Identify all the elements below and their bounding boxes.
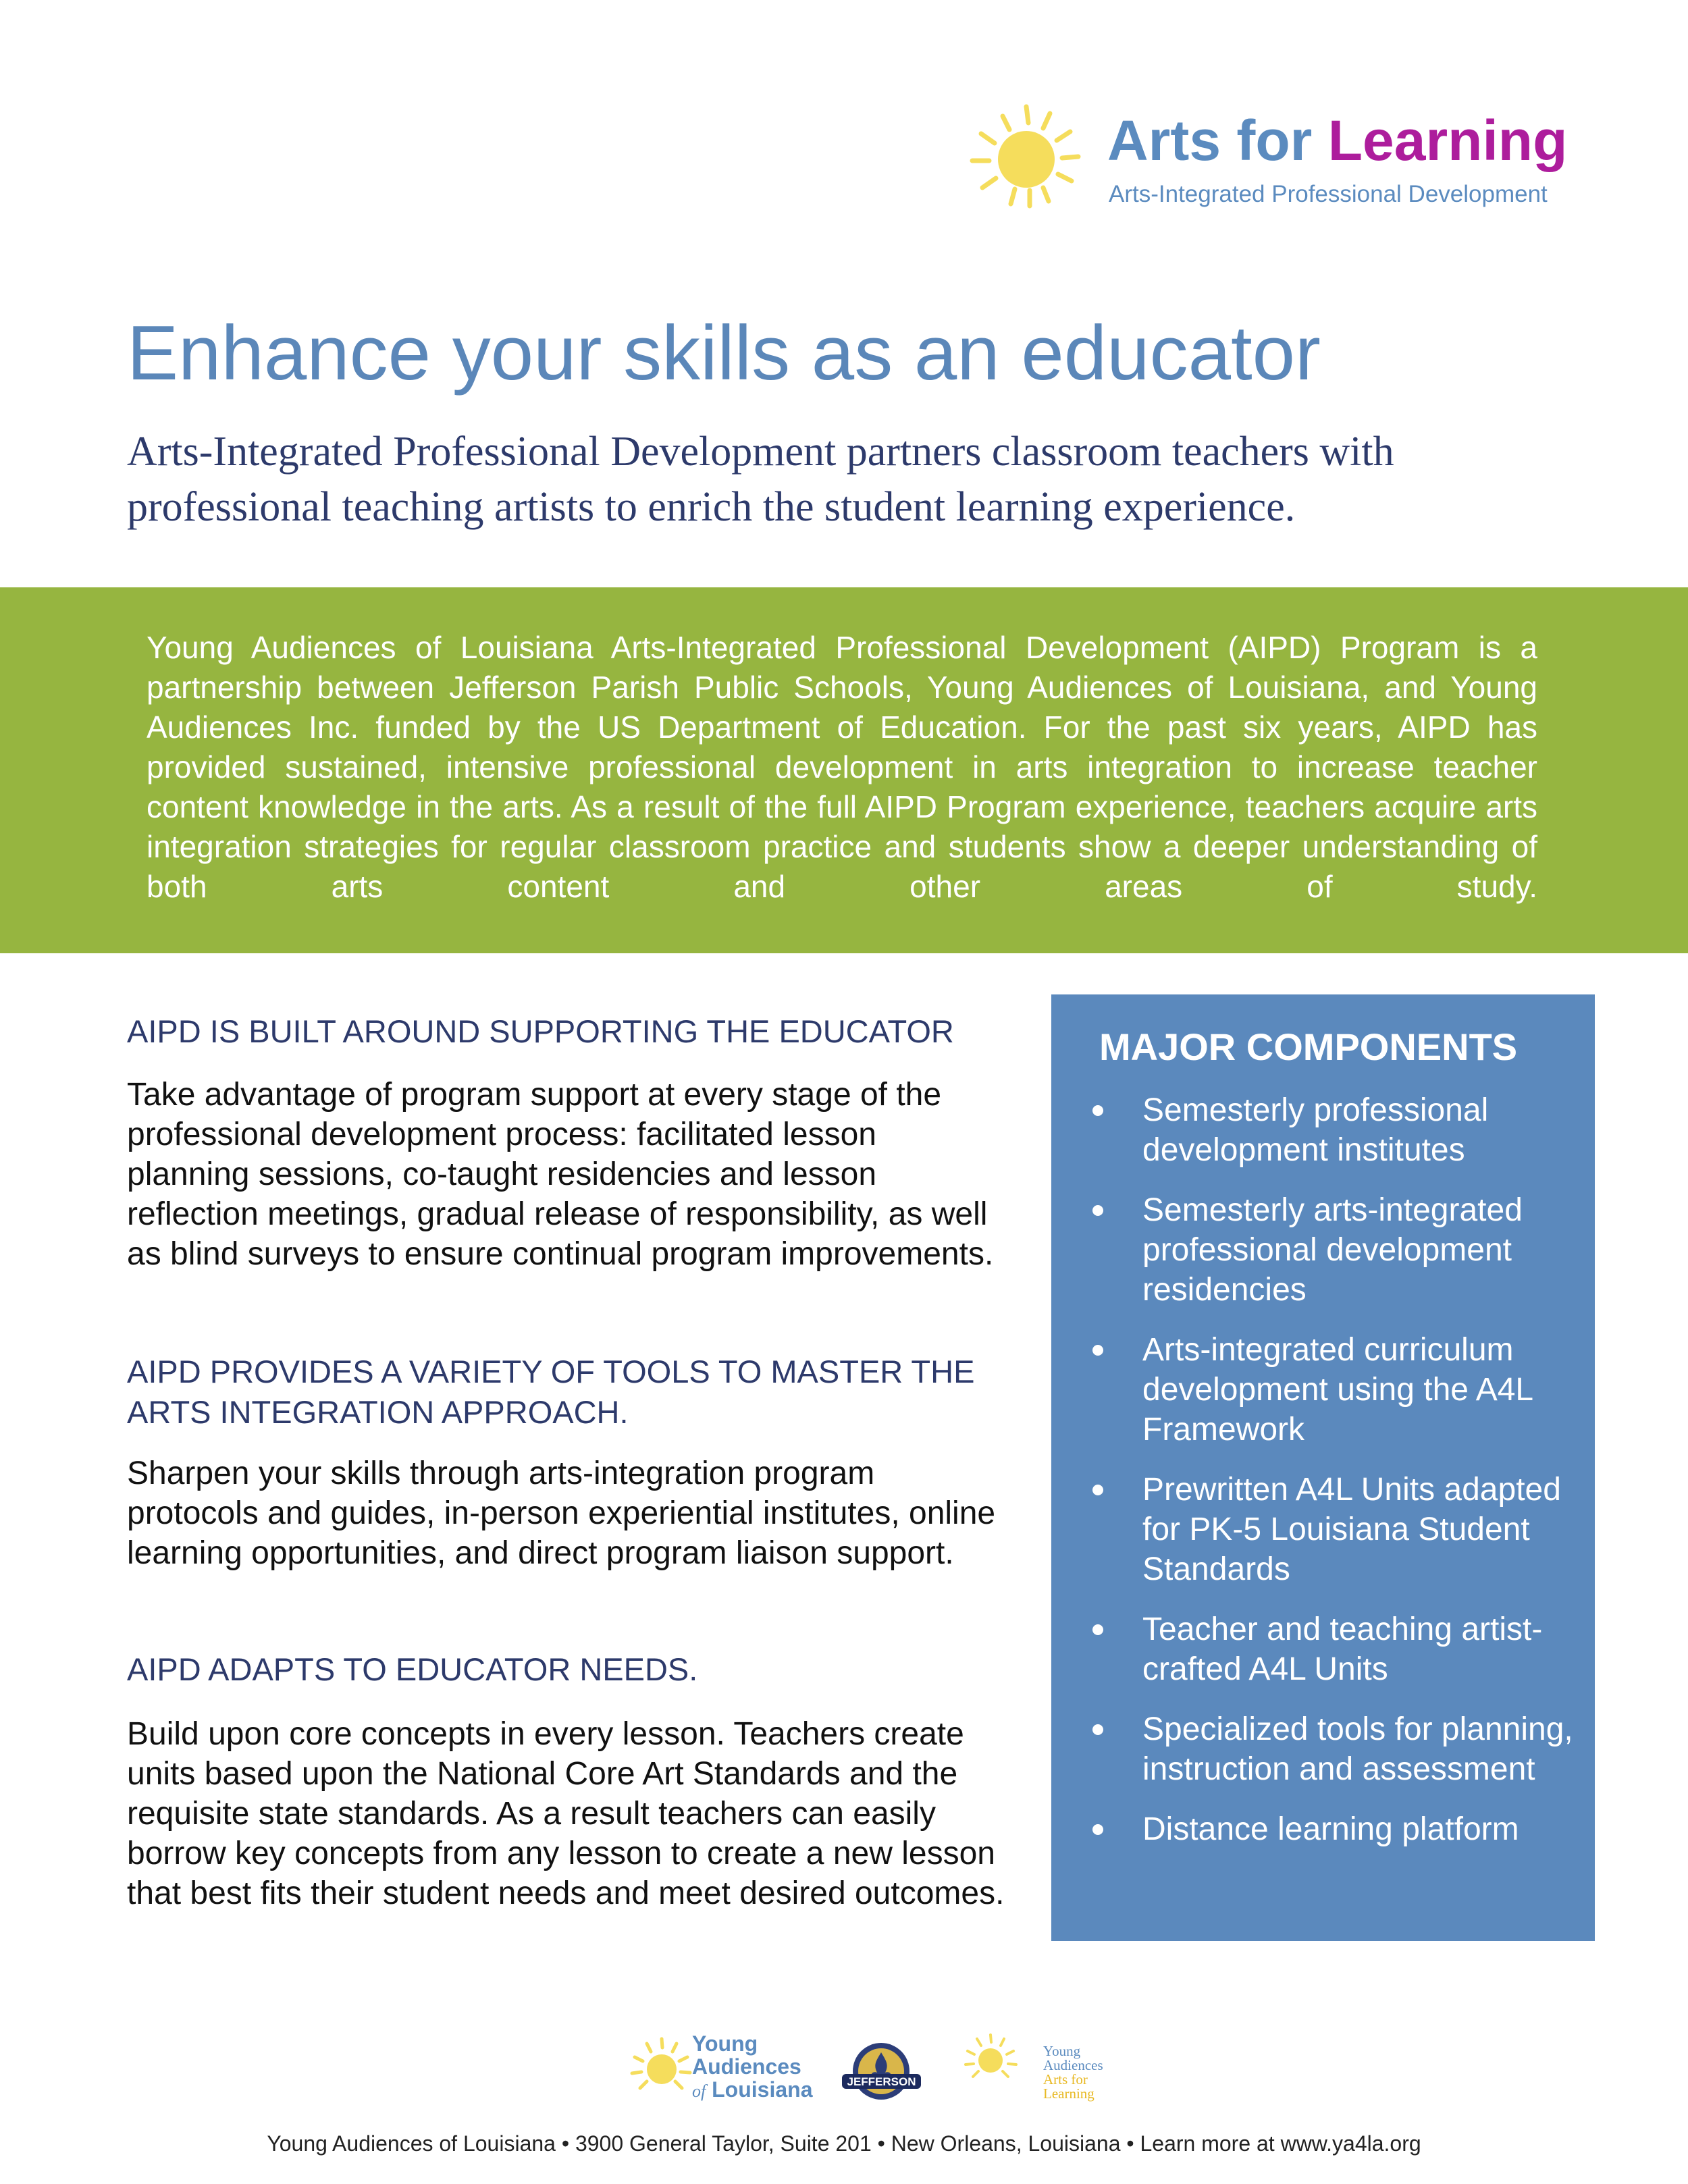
list-item [1088,1609,1575,1689]
bullet-icon [1092,1724,1103,1735]
list-item [1088,1330,1575,1449]
components-list [1088,1090,1575,1869]
brand-title-part2: Learning [1327,109,1568,172]
section-heading-adapts: AIPD ADAPTS TO EDUCATOR NEEDS. [127,1651,698,1687]
brand-title [1107,108,1567,174]
ya-logo [692,2032,812,2103]
bullet-icon [1092,1824,1103,1835]
a4l-small-line2: Audiences [1043,2057,1103,2073]
component-label: Arts-integrated curriculum development using the A4L Framework [1142,1332,1533,1447]
bullet-icon [1092,1205,1103,1216]
sun-logo-icon [962,101,1090,209]
list-item [1088,1090,1575,1170]
ya-logo-line2: Audiences [692,2054,801,2079]
ya-logo-line1: Young [692,2031,758,2056]
bullet-icon [1092,1345,1103,1356]
page-subtitle: Arts-Integrated Professional Development partners classroom teachers with professional teaching artists to enrich the student learning experience. [127,429,1394,530]
a4l-small-line4: Learning [1043,2085,1094,2102]
component-label: Semesterly arts-integrated professional development residencies [1142,1192,1523,1308]
component-label: Prewritten A4L Units adapted for PK-5 Louisiana Student Standards [1142,1472,1561,1587]
section-heading-tools: AIPD PROVIDES A VARIETY OF TOOLS TO MASTER THE ARTS INTEGRATION APPROACH. [127,1354,975,1430]
intro-paragraph: Young Audiences of Louisiana Arts-Integrated Professional Development (AIPD) Program is a partnership between Jefferson Parish Public Schools, Young Audiences of Louisiana, and Young Audiences Inc. funded by the US Department of Education. For the past six years, AIPD has provided sustained, intensive professional development in arts integration to increase teacher content knowledge in the arts. As a result of the full AIPD Program experience, teachers acquire arts integration strategies for regular classroom practice and students show a deeper understanding of both arts content and other areas of study. [147,630,1537,904]
jefferson-text: JEFFERSON [847,2075,916,2088]
a4l-sun-icon [962,2032,1020,2083]
component-label: Semesterly professional development institutes [1142,1092,1489,1168]
footer: Young Audiences of Louisiana • 3900 General Taylor, Suite 201 • New Orleans, Louisiana • Learn more at www.ya4la.org [267,2131,1421,2156]
list-item [1088,1470,1575,1589]
brand-title-part1: Arts for [1107,109,1313,172]
ya-logo-of: of [692,2081,706,2101]
list-item [1088,1190,1575,1310]
section-body-support: Take advantage of program support at every stage of the professional development process: facilitated lesson planning sessions, co-taught residencies and lesson reflection meetings, gradual release of responsibility, as well as blind surveys to ensure continual program improvements. [127,1077,994,1272]
section-body-adapts: Build upon core concepts in every lesson. Teachers create units based upon the National Core Art Standards and the requisite state standards. As a result teachers can easily borrow key concepts from any lesson to create a new lesson that best fits their student needs and meet desired outcomes. [127,1716,1005,1911]
list-item [1088,1709,1575,1789]
component-label: Distance learning platform [1142,1811,1519,1847]
section-heading-support: AIPD IS BUILT AROUND SUPPORTING THE EDUCATOR [127,1013,954,1049]
brand-subtitle: Arts-Integrated Professional Development [1109,181,1548,207]
a4l-small-logo [1043,2044,1103,2101]
bullet-icon [1092,1485,1103,1495]
bullet-icon [1092,1105,1103,1116]
bullet-icon [1092,1624,1103,1635]
component-label: Specialized tools for planning, instruction and assessment [1142,1711,1573,1787]
section-body-tools: Sharpen your skills through arts-integration program protocols and guides, in-person experiential institutes, online learning opportunities, and direct program liaison support. [127,1456,996,1571]
component-label: Teacher and teaching artist-crafted A4L Units [1142,1612,1543,1687]
a4l-small-line3: Arts for [1043,2071,1088,2087]
jefferson-logo [839,2039,924,2104]
ya-logo-line3: Louisiana [712,2077,813,2102]
list-item [1088,1809,1575,1849]
a4l-small-line1: Young [1043,2043,1081,2059]
components-title: MAJOR COMPONENTS [1099,1026,1518,1068]
page-title: Enhance your skills as an educator [127,311,1321,396]
ya-sun-icon [628,2035,695,2096]
